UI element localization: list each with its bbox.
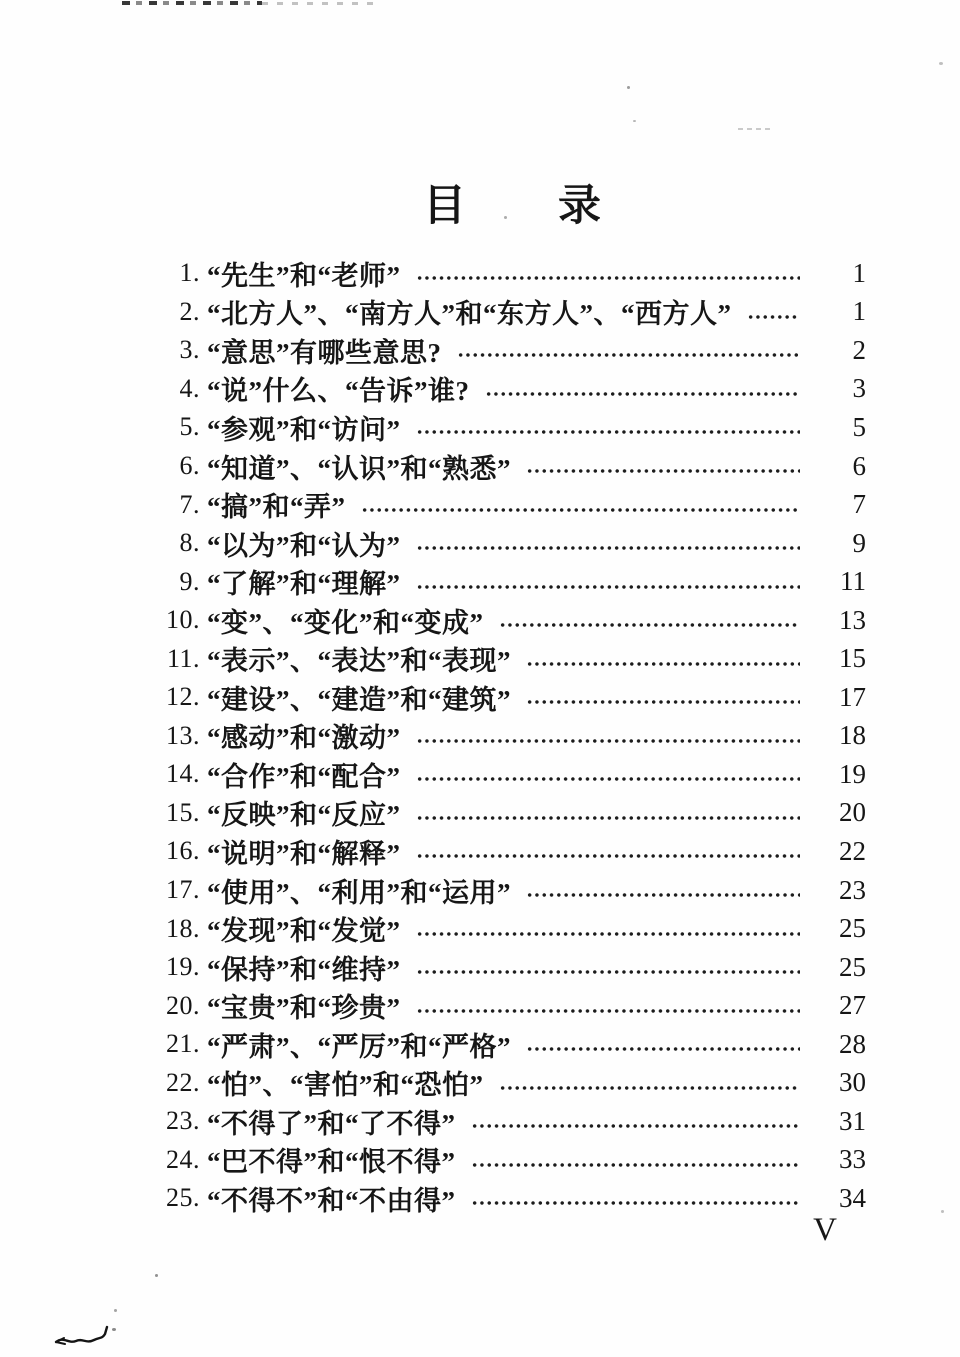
- toc-entry: [155, 1025, 866, 1064]
- toc-entry-title: “发现”和“发觉”: [207, 916, 401, 947]
- toc-entry-title: “合作”和“配合”: [207, 761, 401, 792]
- toc-entry-title: “建设”、“建造”和“建筑”: [207, 684, 511, 715]
- page-number-roman: V: [813, 1212, 838, 1248]
- toc-entry: [155, 948, 866, 987]
- toc-entry-page: 13: [839, 604, 866, 635]
- toc-entry: [155, 524, 866, 563]
- toc-entry: [155, 1141, 866, 1180]
- toc-entry-number: 20.: [166, 990, 200, 1020]
- scan-speck: [112, 1328, 116, 1331]
- scan-speck: [633, 120, 636, 122]
- toc-entry-page: 22: [839, 835, 866, 866]
- scan-edge-artifact: [122, 1, 262, 5]
- toc-entry-page: 1: [852, 296, 866, 327]
- toc-entry-number: 17.: [166, 875, 200, 905]
- dot-leader: [525, 661, 800, 667]
- dot-leader: [525, 468, 800, 474]
- toc-entry: [155, 909, 866, 948]
- toc-entry-page: 23: [839, 874, 866, 905]
- toc-entry-number: 6.: [179, 451, 200, 480]
- dot-leader: [470, 1123, 801, 1129]
- toc-entry-number: 18.: [166, 913, 200, 943]
- toc-entry: [155, 639, 866, 678]
- scan-speck: [155, 1274, 158, 1277]
- toc-entry: [155, 1102, 866, 1141]
- toc-entry-title: “以为”和“认为”: [207, 530, 401, 561]
- toc-entry-title: “感动”和“激动”: [207, 723, 401, 754]
- dot-leader: [415, 738, 801, 744]
- toc-entry-page: 6: [852, 450, 866, 481]
- toc-entry: [155, 1179, 866, 1218]
- toc-entry-number: 1.: [179, 258, 200, 288]
- toc-entry-title: “了解”和“理解”: [207, 569, 401, 600]
- toc-entry-title: “严肃”、“严厉”和“严格”: [207, 1031, 511, 1062]
- dot-leader: [415, 429, 801, 435]
- dot-leader: [415, 853, 801, 859]
- toc-entry-title: “知道”、“认识”和“熟悉”: [207, 453, 511, 484]
- dot-leader: [470, 1162, 801, 1168]
- toc-entry-title: “不得不”和“不由得”: [207, 1185, 456, 1216]
- toc-entry-number: 25.: [166, 1183, 200, 1213]
- toc-entry-number: 24.: [166, 1144, 200, 1174]
- toc-entry-title: “北方人”、“南方人”和“东方人”、“西方人”: [207, 299, 732, 330]
- dot-leader: [415, 969, 801, 975]
- scan-smudge-artifact: [738, 128, 774, 130]
- toc-entry: [155, 254, 866, 293]
- toc-entry-number: 8.: [179, 528, 200, 558]
- toc-entry-title: “宝贵”和“珍贵”: [207, 993, 401, 1024]
- toc-entry-number: 15.: [166, 797, 200, 827]
- toc-entry-page: 5: [852, 411, 866, 442]
- toc-entry: [155, 370, 866, 409]
- toc-entry-page: 7: [852, 489, 866, 520]
- toc-entry-number: 14.: [166, 759, 200, 789]
- dot-leader: [470, 1200, 801, 1206]
- dot-leader: [525, 892, 800, 898]
- toc-entry-title: “说”什么、“告诉”谁?: [207, 376, 470, 407]
- toc-entry-number: 2.: [179, 296, 200, 326]
- pen-mark-artifact: [42, 1318, 122, 1350]
- toc-entry: [155, 1063, 866, 1102]
- toc-entry-title: “参观”和“访问”: [207, 414, 401, 445]
- dot-leader: [415, 1008, 801, 1014]
- dot-leader: [525, 699, 800, 705]
- dot-leader: [415, 815, 801, 821]
- toc-entry-number: 12.: [166, 682, 200, 712]
- dot-leader: [360, 507, 801, 513]
- toc-entry-title: “巴不得”和“恨不得”: [207, 1147, 456, 1178]
- toc-entry-number: 7.: [179, 489, 200, 519]
- toc-entry-number: 19.: [166, 952, 200, 982]
- toc-entry-number: 5.: [179, 412, 200, 442]
- toc-entry-page: 25: [839, 913, 866, 944]
- scan-speck: [114, 1309, 117, 1312]
- toc-entry-number: 16.: [166, 836, 200, 866]
- toc-entry-number: 13.: [166, 720, 200, 750]
- toc-entry-page: 2: [852, 334, 866, 365]
- dot-leader: [415, 931, 801, 937]
- toc-entry-number: 23.: [166, 1106, 200, 1136]
- toc-entry-page: 20: [839, 797, 866, 828]
- toc-entry-number: 22.: [166, 1067, 200, 1097]
- toc-entry-title: “搞”和“弄”: [207, 492, 346, 523]
- toc-entry: [155, 832, 866, 871]
- toc-entry-page: 31: [839, 1105, 866, 1136]
- toc-entry-page: 18: [839, 720, 866, 751]
- toc-entry-title: “意思”有哪些意思?: [207, 337, 442, 368]
- scan-speck: [939, 62, 943, 65]
- toc-entry: [155, 562, 866, 601]
- dot-leader: [484, 391, 801, 397]
- toc-entry: [155, 871, 866, 910]
- toc-entry-page: 11: [840, 566, 866, 597]
- toc-list: [155, 254, 866, 1218]
- toc-entry-page: 30: [839, 1067, 866, 1098]
- scan-speck: [504, 216, 507, 219]
- toc-entry-title: “不得了”和“了不得”: [207, 1108, 456, 1139]
- toc-entry-number: 10.: [166, 605, 200, 635]
- toc-entry-title: “先生”和“老师”: [207, 260, 401, 291]
- toc-entry: [155, 678, 866, 717]
- page-title: 目 录: [423, 183, 603, 230]
- toc-entry-page: 9: [852, 527, 866, 558]
- dot-leader: [525, 1046, 800, 1052]
- toc-entry-page: 25: [839, 951, 866, 982]
- toc-entry-page: 27: [839, 990, 866, 1021]
- toc-entry: [155, 408, 866, 447]
- toc-entry: [155, 447, 866, 486]
- dot-leader: [498, 1085, 801, 1091]
- toc-entry-number: 11.: [166, 643, 200, 673]
- toc-entry-page: 33: [839, 1144, 866, 1175]
- scan-speck: [627, 86, 630, 89]
- scan-edge-artifact-faint: [262, 2, 382, 5]
- dot-leader: [415, 275, 801, 281]
- toc-entry-title: “表示”、“表达”和“表现”: [207, 646, 511, 677]
- toc-entry-title: “变”、“变化”和“变成”: [207, 607, 484, 638]
- toc-entry: [155, 794, 866, 833]
- toc-entry-page: 17: [839, 681, 866, 712]
- toc-entry: [155, 331, 866, 370]
- toc-entry-number: 9.: [179, 566, 200, 596]
- toc-entry: [155, 485, 866, 524]
- dot-leader: [415, 776, 801, 782]
- toc-entry-page: 15: [839, 643, 866, 674]
- toc-entry-title: “说明”和“解释”: [207, 838, 401, 869]
- scan-speck: [941, 1210, 944, 1213]
- toc-entry: [155, 717, 866, 756]
- toc-entry: [155, 755, 866, 794]
- toc-entry-page: 19: [839, 758, 866, 789]
- toc-entry: [155, 986, 866, 1025]
- toc-entry-title: “怕”、“害怕”和“恐怕”: [207, 1070, 484, 1101]
- dot-leader: [498, 622, 801, 628]
- dot-leader: [415, 545, 801, 551]
- toc-entry-page: 1: [852, 257, 866, 288]
- toc-entry-number: 3.: [179, 335, 200, 365]
- toc-entry: [155, 601, 866, 640]
- toc-entry-page: 3: [852, 373, 866, 404]
- toc-entry-number: 21.: [166, 1029, 200, 1059]
- toc-entry-title: “保持”和“维持”: [207, 954, 401, 985]
- toc-entry-number: 4.: [179, 373, 200, 403]
- toc-entry-title: “使用”、“利用”和“运用”: [207, 877, 511, 908]
- dot-leader: [746, 314, 801, 320]
- dot-leader: [415, 584, 801, 590]
- toc-entry-title: “反映”和“反应”: [207, 800, 401, 831]
- toc-entry-page: 28: [839, 1028, 866, 1059]
- toc-entry: [155, 293, 866, 332]
- dot-leader: [456, 352, 801, 358]
- toc-entry-page: 34: [839, 1182, 866, 1213]
